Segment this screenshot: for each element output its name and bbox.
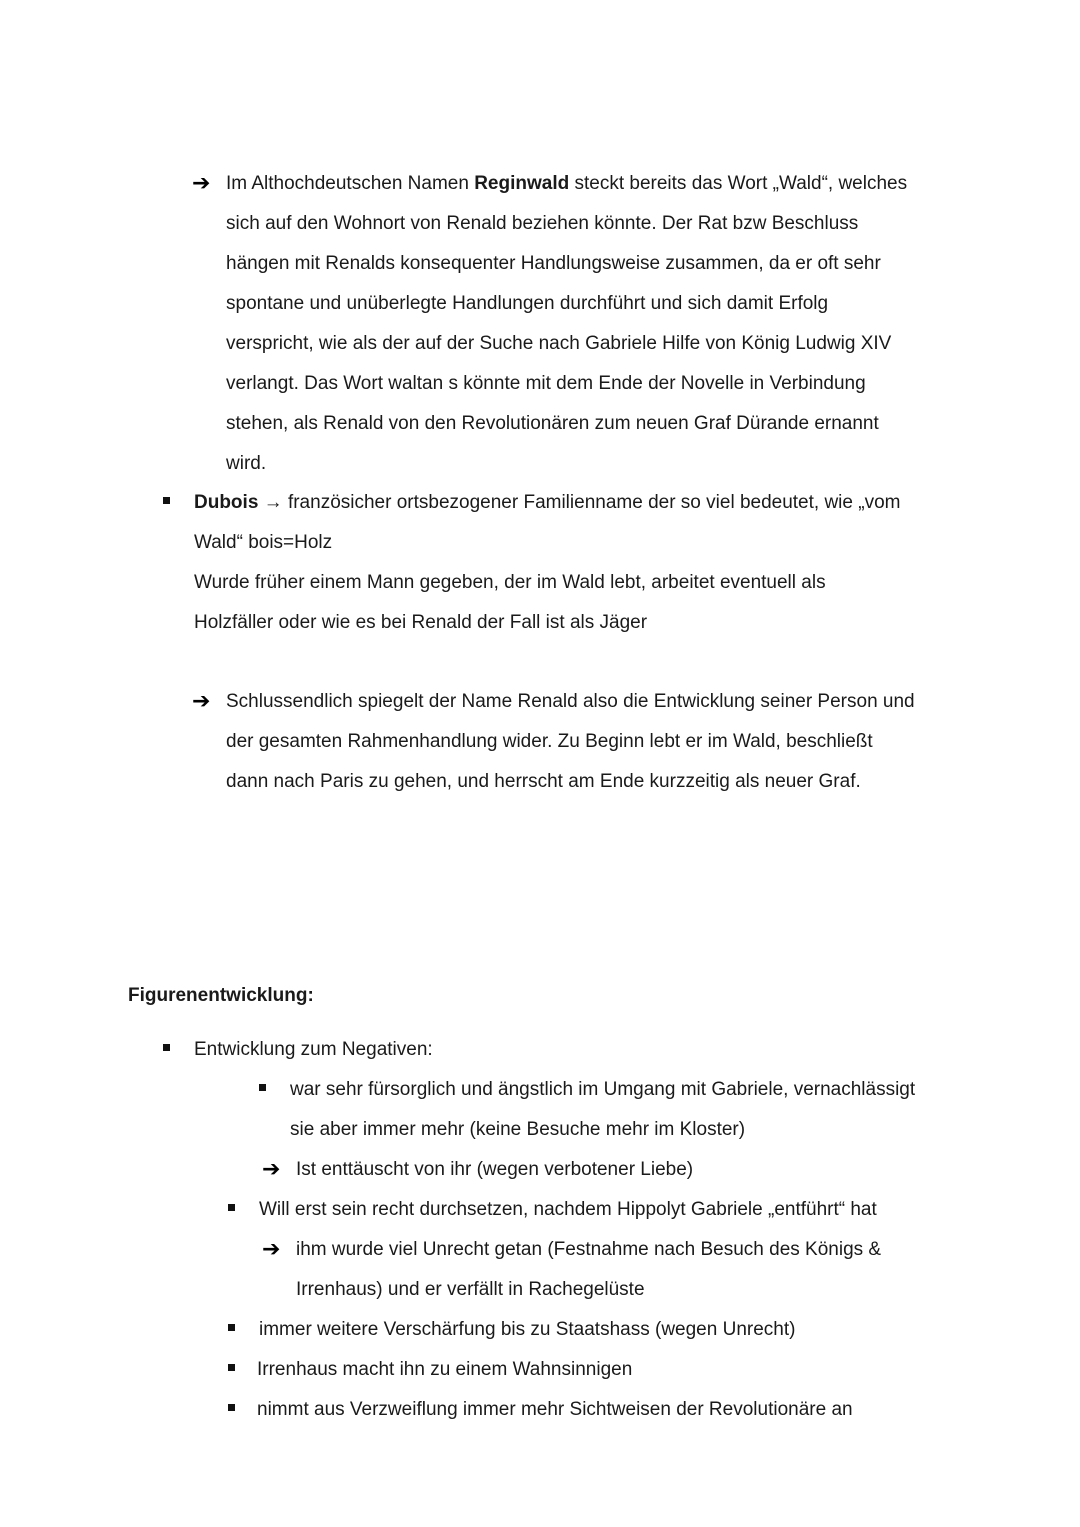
dubois-term: Dubois (194, 492, 259, 513)
square-bullet-icon (259, 1084, 266, 1091)
reginwald-line-7: stehen, als Renald von den Revolutionären zum neuen Graf Dürande ernannt (226, 413, 879, 434)
reginwald-line-3: hängen mit Renalds konsequenter Handlungsweise zusammen, da er oft sehr (226, 253, 881, 274)
arrow-icon: ➔ (262, 1156, 281, 1181)
negative-development-label: Entwicklung zum Negativen: (194, 1039, 433, 1060)
text-segment: Im Althochdeutschen Namen (226, 173, 475, 194)
arrow-icon: ➔ (262, 1236, 281, 1261)
sub-item-4: Irrenhaus macht ihn zu einem Wahnsinnigen (257, 1359, 633, 1380)
sub-item-5: nimmt aus Verzweiflung immer mehr Sichtweisen der Revolutionäre an (257, 1399, 853, 1420)
arrow-item-2-line-2: Irrenhaus) und er verfällt in Rachegelüste (296, 1279, 645, 1300)
reginwald-line-4: spontane und unüberlegte Handlungen durchführt und sich damit Erfolg (226, 293, 829, 314)
reginwald-line-2: sich auf den Wohnort von Renald beziehen könnte. Der Rat bzw Beschluss (226, 213, 859, 234)
sub-item-3: immer weitere Verschärfung bis zu Staatshass (wegen Unrecht) (259, 1319, 796, 1340)
reginwald-line-6: verlangt. Das Wort waltan s könnte mit dem Ende der Novelle in Verbindung (226, 373, 866, 394)
section-heading: Figurenentwicklung: (128, 985, 314, 1006)
square-bullet-icon (228, 1204, 235, 1211)
square-bullet-icon (228, 1324, 235, 1331)
square-bullet-icon (228, 1404, 235, 1411)
square-bullet-icon (228, 1364, 235, 1371)
conclusion-line-1: Schlussendlich spiegelt der Name Renald also die Entwicklung seiner Person und (226, 691, 915, 712)
square-bullet-icon (163, 1044, 170, 1051)
dubois-line-2: Wald“ bois=Holz (194, 532, 333, 553)
sub-item-1-line-2: sie aber immer mehr (keine Besuche mehr im Kloster) (290, 1119, 746, 1140)
text-segment: steckt bereits das Wort „Wald“, welches (569, 173, 908, 194)
text-segment: → französicher ortsbezogener Familienname der so viel bedeutet, wie „vom (258, 492, 901, 513)
reginwald-line-8: wird. (226, 453, 267, 474)
dubois-line-3: Wurde früher einem Mann gegeben, der im Wald lebt, arbeitet eventuell als (194, 572, 826, 593)
arrow-icon: ➔ (192, 170, 211, 195)
square-bullet-icon (163, 497, 170, 504)
reginwald-line-5: verspricht, wie als der auf der Suche nach Gabriele Hilfe von König Ludwig XIV (226, 333, 892, 354)
arrow-item-2-line-1: ihm wurde viel Unrecht getan (Festnahme nach Besuch des Königs & (296, 1239, 882, 1260)
sub-item-1-line-1: war sehr fürsorglich und ängstlich im Umgang mit Gabriele, vernachlässigt (290, 1079, 916, 1100)
conclusion-line-2: der gesamten Rahmenhandlung wider. Zu Beginn lebt er im Wald, beschließt (226, 731, 873, 752)
sub-item-2: Will erst sein recht durchsetzen, nachdem Hippolyt Gabriele „entführt“ hat (259, 1199, 877, 1220)
dubois-line-4: Holzfäller oder wie es bei Renald der Fall ist als Jäger (194, 612, 648, 633)
arrow-item-1: Ist enttäuscht von ihr (wegen verbotener Liebe) (296, 1159, 694, 1180)
arrow-icon: ➔ (192, 688, 211, 713)
reginwald-term: Reginwald (474, 173, 570, 194)
reginwald-line-1 (226, 172, 907, 196)
dubois-line-1 (194, 491, 900, 515)
conclusion-line-3: dann nach Paris zu gehen, und herrscht am Ende kurzzeitig als neuer Graf. (226, 771, 861, 792)
